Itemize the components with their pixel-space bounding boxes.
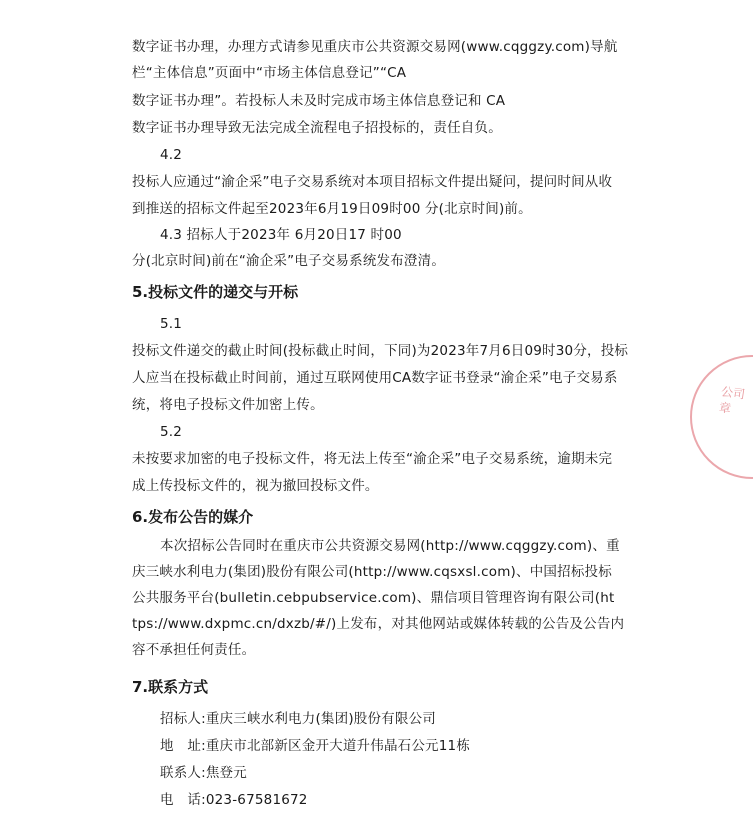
paragraph-line: 庆三峡水利电力(集团)股份有限公司(http://www.cqsxsl.com)、中国招标投标 (132, 564, 612, 580)
paragraph-line: 数字证书办理，办理方式请参见重庆市公共资源交易网(www.cqggzy.com)导航 (132, 39, 618, 55)
company-seal-stamp (690, 355, 753, 479)
paragraph-line: 成上传投标文件的，视为撤回投标文件。 (132, 478, 379, 494)
contact-line: 招标人:重庆三峡水利电力(集团)股份有限公司 (160, 711, 436, 727)
paragraph-line: tps://www.dxpmc.cn/dxzb/#/)上发布，对其他网站或媒体转载的公告及公告内 (132, 616, 625, 632)
paragraph-line: 栏“主体信息”页面中“市场主体信息登记”“CA (132, 65, 407, 81)
section-heading: 7.联系方式 (132, 678, 209, 696)
section-number: 5.1 (160, 316, 183, 332)
contact-line: 地 址:重庆市北部新区金开大道升伟晶石公元11栋 (160, 738, 471, 754)
paragraph-line: 容不承担任何责任。 (132, 642, 256, 658)
contact-line: 联系人:焦登元 (160, 765, 247, 781)
contact-line: 电 话:023-67581672 (160, 792, 308, 808)
company-seal-text: 公司章 (718, 384, 746, 416)
section-heading: 6.发布公告的媒介 (132, 508, 254, 526)
paragraph-line: 统，将电子投标文件加密上传。 (132, 397, 324, 413)
paragraph-line: 人应当在投标截止时间前，通过互联网使用CA数字证书登录“渝企采”电子交易系 (132, 370, 618, 386)
section-number: 4.2 (160, 147, 183, 163)
paragraph-line: 投标人应通过“渝企采”电子交易系统对本项目招标文件提出疑问，提问时间从收 (132, 174, 613, 190)
section-number: 5.2 (160, 424, 183, 440)
paragraph-line: 本次招标公告同时在重庆市公共资源交易网(http://www.cqggzy.com)、重 (160, 538, 620, 554)
paragraph-line: 未按要求加密的电子投标文件，将无法上传至“渝企采”电子交易系统，逾期未完 (132, 451, 613, 467)
paragraph-line: 数字证书办理”。若投标人未及时完成市场主体信息登记和 CA (132, 93, 506, 109)
paragraph-line: 公共服务平台(bulletin.cebpubservice.com)、鼎信项目管理咨询有限公司(ht (132, 590, 615, 606)
paragraph-line: 分(北京时间)前在“渝企采”电子交易系统发布澄清。 (132, 253, 446, 269)
paragraph-line: 投标文件递交的截止时间(投标截止时间，下同)为2023年7月6日09时30分，投标 (132, 343, 629, 359)
section-heading: 5.投标文件的递交与开标 (132, 283, 299, 301)
paragraph-line: 4.3 招标人于2023年 6月20日17 时00 (160, 227, 402, 243)
paragraph-line: 数字证书办理导致无法完成全流程电子招投标的，责任自负。 (132, 120, 502, 136)
paragraph-line: 到推送的招标文件起至2023年6月19日09时00 分(北京时间)前。 (132, 201, 532, 217)
